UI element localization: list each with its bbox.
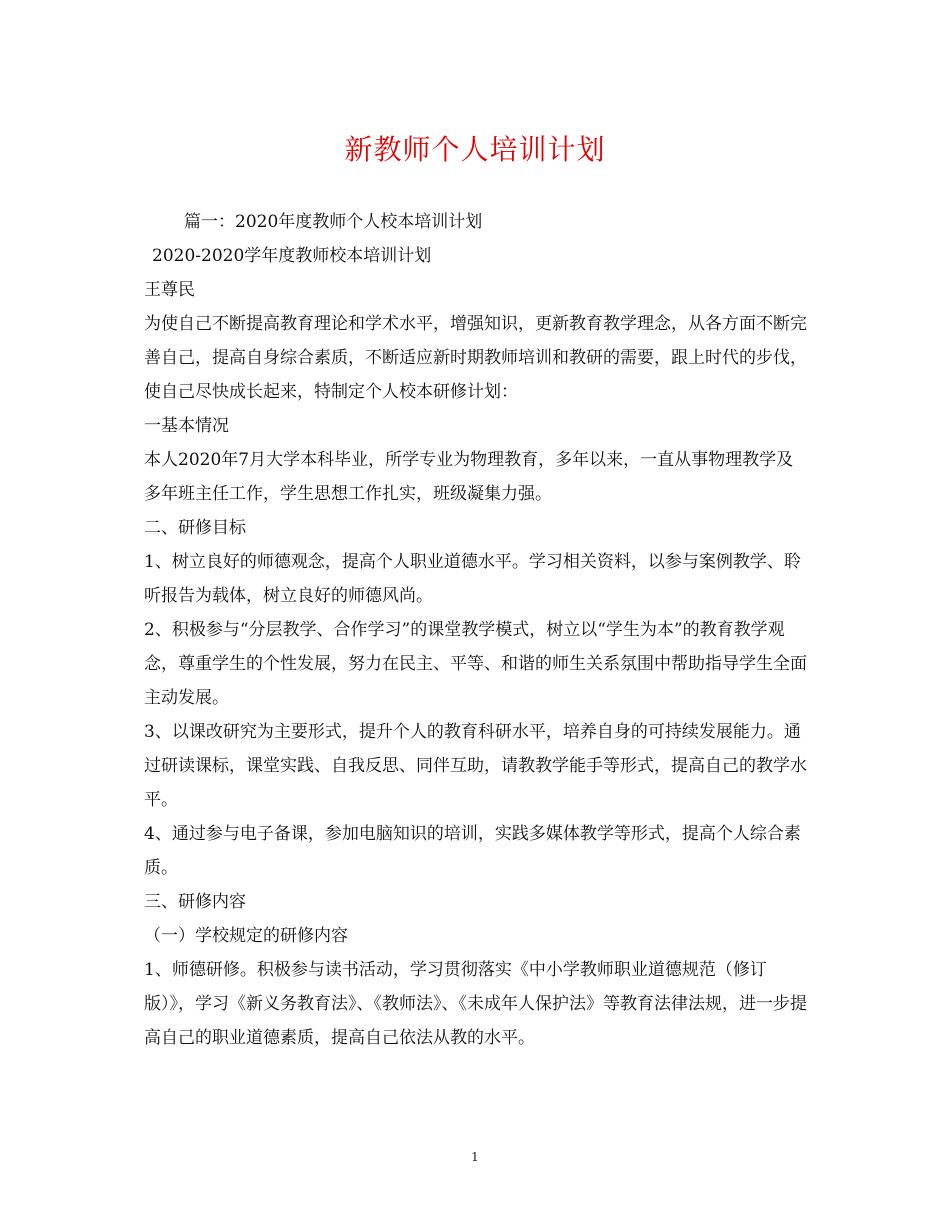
section-heading: 三、研修内容 bbox=[144, 892, 246, 912]
section-heading: 二、研修目标 bbox=[144, 518, 246, 538]
body-paragraph: 本人2020年7月大学本科毕业，所学专业为物理教育，多年以来，一直从事物理教学及多年班主任工作，学生思想工作扎实，班级凝集力强。 bbox=[144, 450, 794, 504]
body-paragraph: 3、以课改研究为主要形式，提升个人的教育科研水平，培养自身的可持续发展能力。通过研读课标，课堂实践、自我反思、同伴互助，请教教学能手等形式，提高自己的教学水平。 bbox=[144, 722, 807, 810]
subtitle: 2020-2020学年度教师校本培训计划 bbox=[152, 246, 432, 266]
subsection-heading: （一）学校规定的研修内容 bbox=[144, 926, 348, 946]
body-paragraph: 2、积极参与“分层教学、合作学习”的课堂教学模式，树立以“学生为本”的教育教学观念，尊重学生的个性发展，努力在民主、平等、和谐的师生关系氛围中帮助指导学生全面主动发展。 bbox=[144, 620, 807, 708]
body-paragraph: 1、树立良好的师德观念，提高个人职业道德水平。学习相关资料，以参与案例教学、聆听报告为载体，树立良好的师德风尚。 bbox=[144, 552, 801, 606]
body-paragraph: 为使自己不断提高教育理论和学术水平，增强知识，更新教育教学理念，从各方面不断完善自己，提高自身综合素质，不断适应新时期教师培训和教研的需要，跟上时代的步伐，使自己尽快成长起来，特制定个人校本研修计划： bbox=[144, 314, 807, 402]
author-name: 王尊民 bbox=[144, 280, 195, 300]
section-heading: 一基本情况 bbox=[144, 416, 229, 436]
body-paragraph: 1、师德研修。积极参与读书活动，学习贯彻落实《中小学教师职业道德规范（修订版）》，学习《新义务教育法》、《教师法》、《未成年人保护法》等教育法律法规，进一步提高自己的职业道德素质，提高自己依法从教的水平。 bbox=[144, 960, 807, 1048]
document-title: 新教师个人培训计划 bbox=[344, 133, 606, 166]
page-number: 1 bbox=[471, 1150, 479, 1164]
document-body bbox=[144, 205, 810, 1055]
body-paragraph: 4、通过参与电子备课，参加电脑知识的培训，实践多媒体教学等形式，提高个人综合素质。 bbox=[144, 824, 801, 878]
section-heading: 篇一：2020年度教师个人校本培训计划 bbox=[184, 212, 483, 232]
